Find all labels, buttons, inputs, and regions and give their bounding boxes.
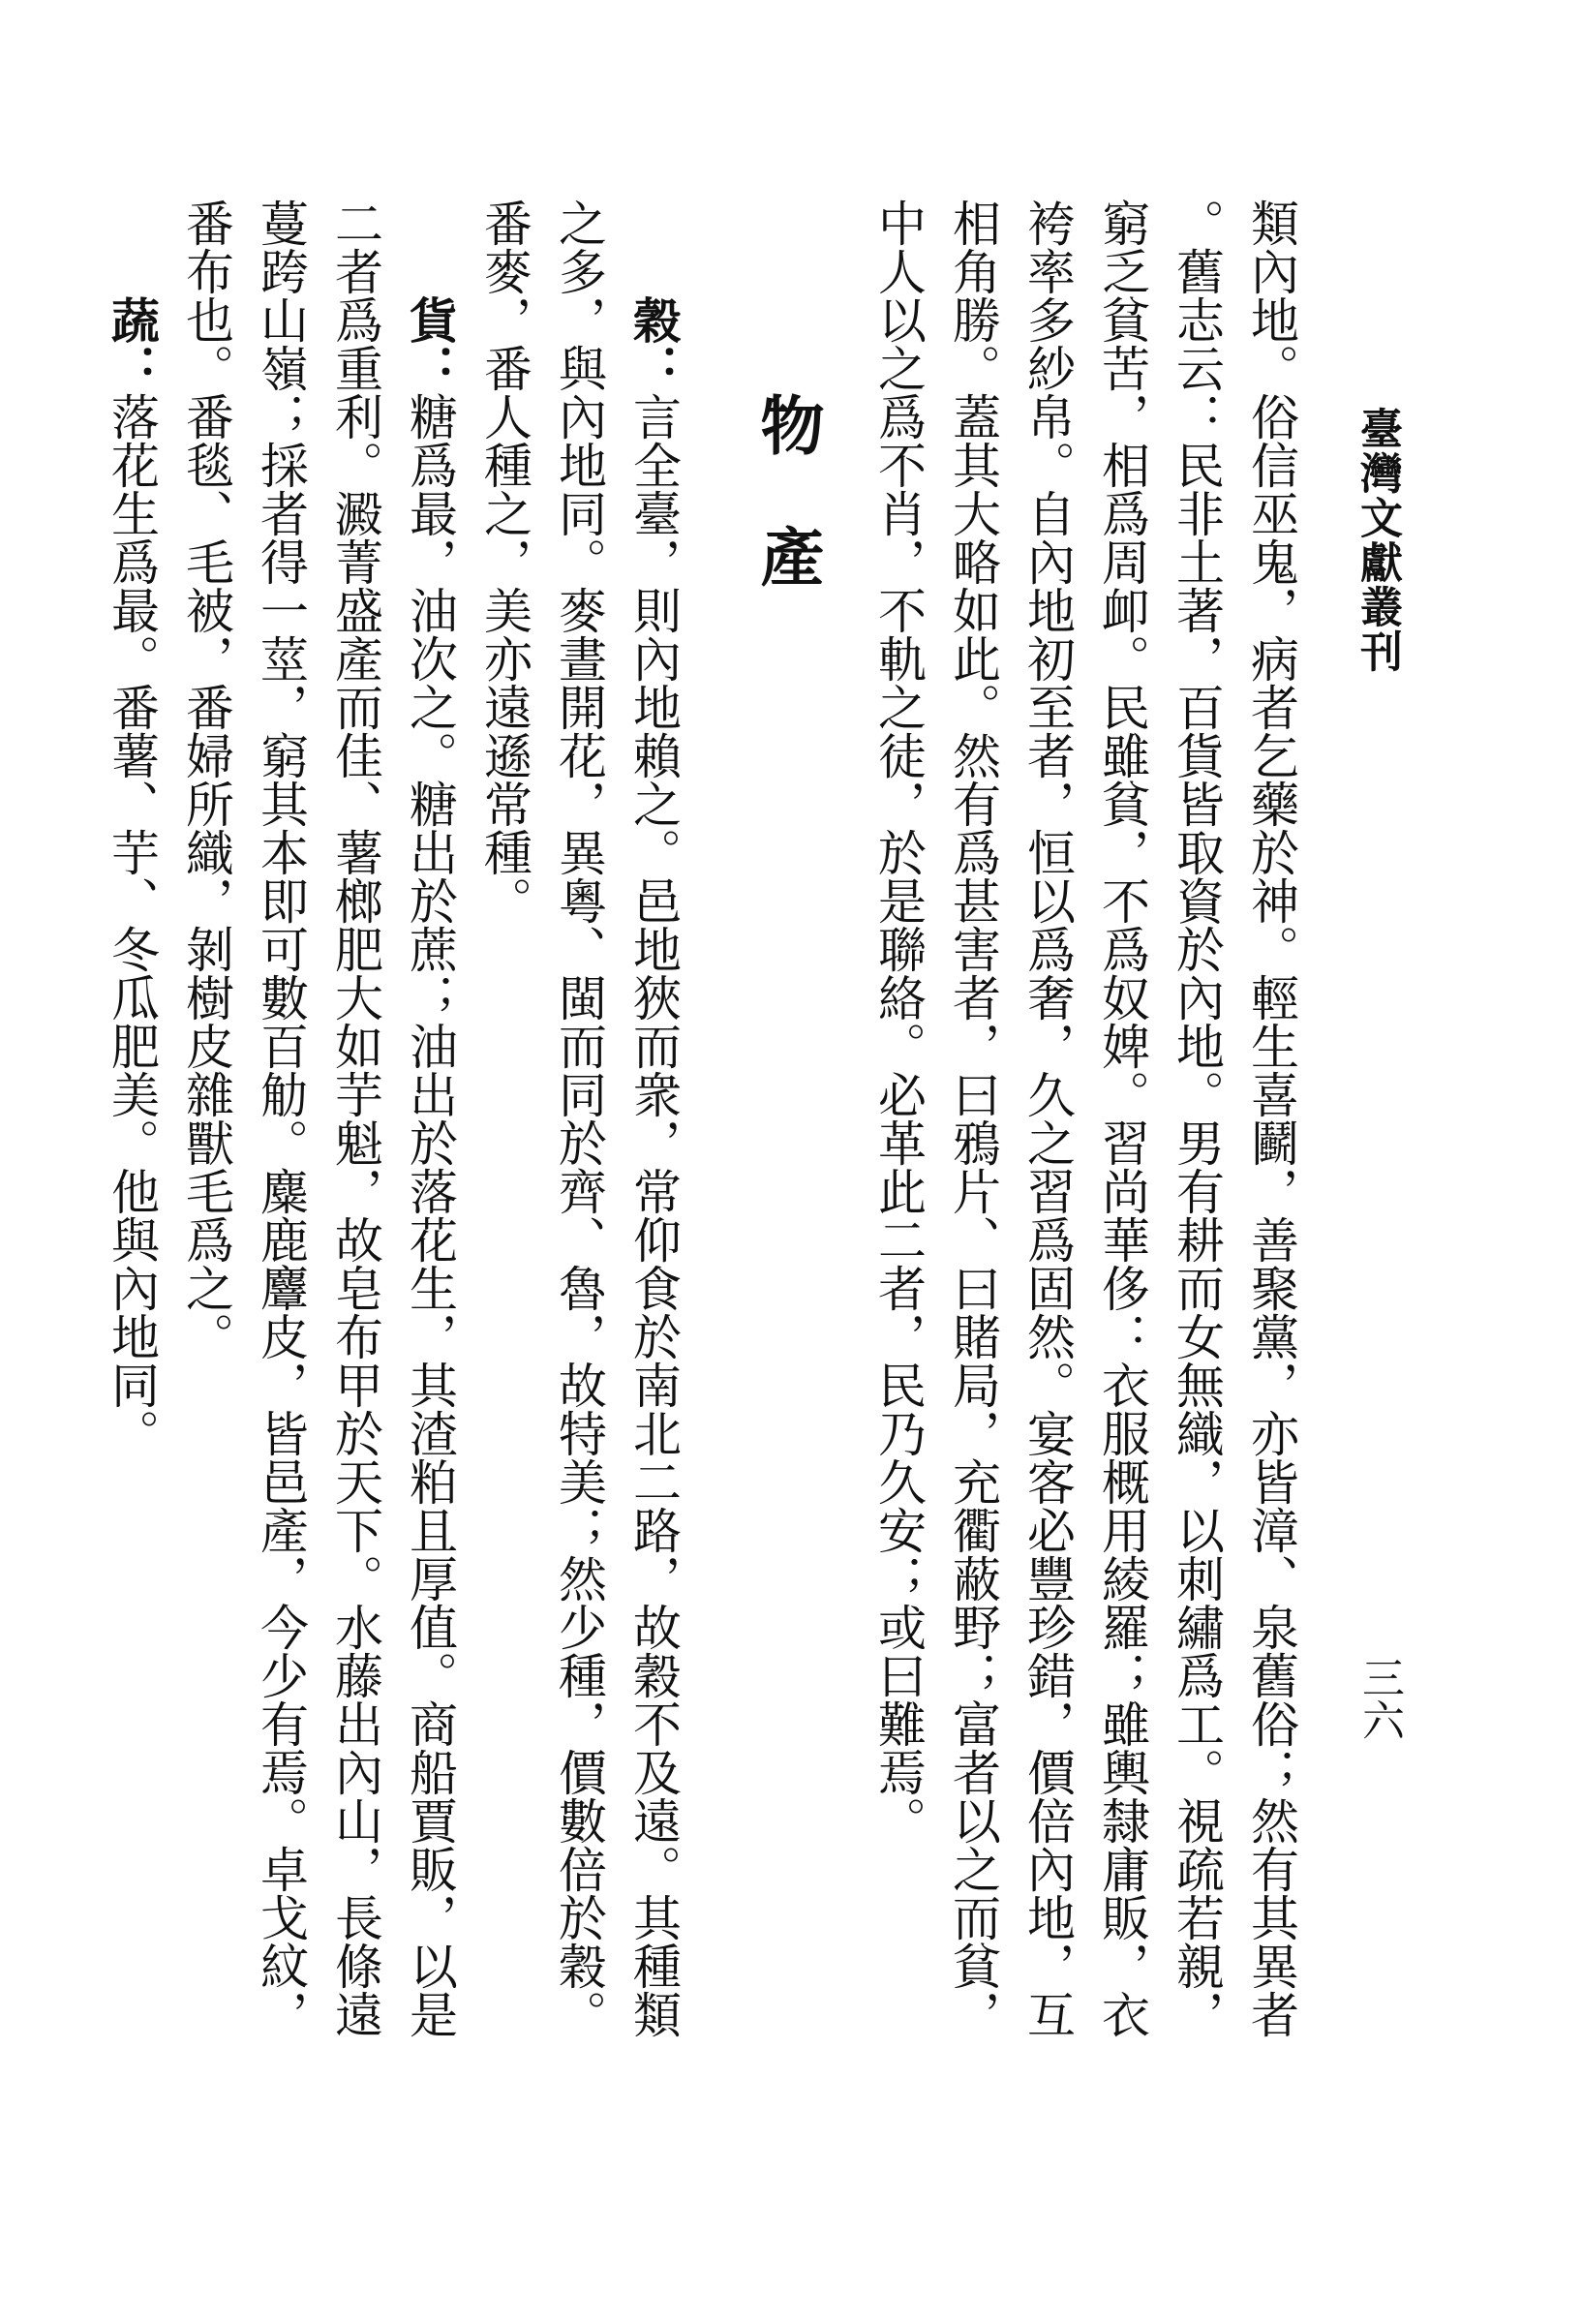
running-title: 臺灣文獻叢刊 (1353, 407, 1402, 674)
text-column-4: 袴率多紗帛。自內地初至者，恒以爲奢，久之習爲固然。宴客必豐珍錯，價倍內地，互 (1019, 199, 1076, 2038)
entry-grain-term: 穀： (625, 295, 683, 392)
text-column-5: 相角勝。蓋其大略如此。然有爲甚害者，曰鴉片、曰賭局，充衢蔽野；富者以之而貧， (945, 199, 1001, 2038)
entry-vegetables-term: 蔬： (104, 295, 161, 392)
entry-grain-text-1: 言全臺，則內地賴之。邑地狹而衆，常仰食於南北二路，故穀不及遠。其種類 (625, 392, 682, 2038)
entry-goods-term: 貨： (402, 295, 459, 392)
entry-grain-line-2: 之多，與內地同。麥晝開花，異粵、閩而同於齊、魯，故特美；然少種，價數倍於穀。 (551, 199, 607, 2038)
entry-goods-text-1: 糖爲最，油次之。糖出於蔗；油出於落花生，其渣粕且厚值。商船賈販，以是 (402, 392, 458, 2038)
page-number: 三六 (1354, 1656, 1404, 1741)
entry-goods-line-3: 蔓跨山嶺；採者得一莖，窮其本即可數百觔。麋鹿麞皮，皆邑產，今少有焉。卓戈紋， (253, 199, 309, 2038)
entry-goods-line-4: 番布也。番毯、毛被，番婦所織，剝樹皮雜獸毛爲之。 (178, 199, 234, 1361)
entry-vegetables-line-1 (104, 295, 161, 1457)
text-column-3: 窮乏貧苦，相爲周卹。民雖貧，不爲奴婢。習尚華侈：衣服概用綾羅；雖輿隸庸販，衣 (1094, 199, 1150, 2038)
entry-grain-line-1 (625, 295, 683, 2038)
entry-goods-line-1 (402, 295, 459, 2038)
text-column-2: 。舊志云：民非土著，百貨皆取資於內地。男有耕而女無織，以刺繡爲工。視疏若親， (1169, 199, 1225, 2038)
entry-goods-line-2: 二者爲重利。澱菁盛產而佳、薯榔肥大如芋魁，故皂布甲於天下。水藤出內山，長條遠 (327, 199, 383, 2038)
text-column-6: 中人以之爲不肖，不軌之徒，於是聯絡。必革此二者，民乃久安；或曰難焉。 (870, 199, 927, 1845)
section-title: 物產 (749, 392, 825, 656)
text-column-1: 類內地。俗信巫鬼，病者乞藥於神。輕生喜鬬，善聚黨，亦皆漳、泉舊俗；然有其異者 (1243, 199, 1299, 2038)
entry-grain-line-3: 番麥，番人種之，美亦遠遜常種。 (476, 199, 532, 925)
entry-vegetables-text-1: 落花生爲最。番薯、芋、冬瓜肥美。他與內地同。 (104, 392, 160, 1457)
